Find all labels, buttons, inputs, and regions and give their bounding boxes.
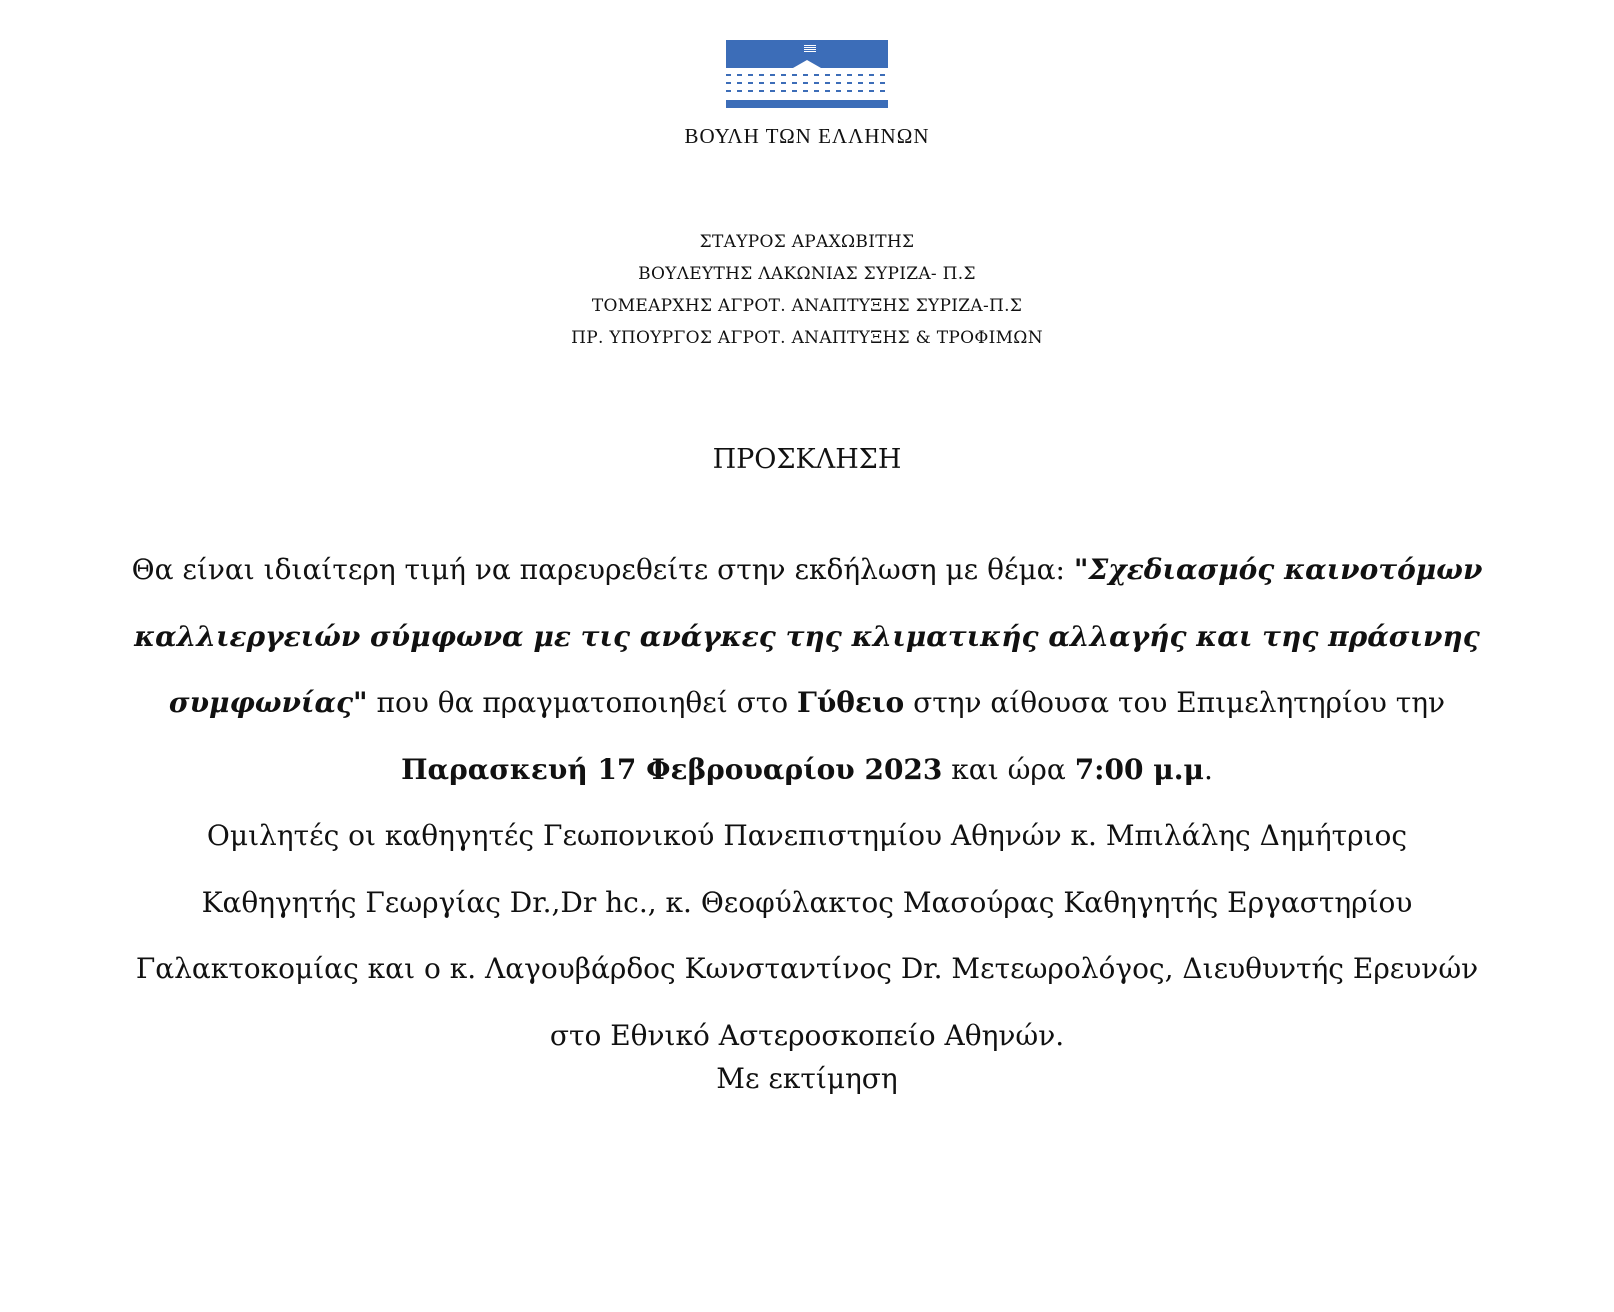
closing: Με εκτίμηση [716, 1061, 898, 1095]
sender-role-1: ΒΟΥΛΕΥΤΗΣ ΛΑΚΩΝΙΑΣ ΣΥΡΙΖΑ- Π.Σ [638, 264, 976, 284]
speakers-line: Καθηγητής Γεωργίας Dr.,Dr hc., κ. Θεοφύλακτος Μασούρας Καθηγητής Εργαστηρίου [201, 885, 1413, 919]
text: . [1203, 752, 1213, 786]
sender-role-3: ΠΡ. ΥΠΟΥΡΓΟΣ ΑΓΡΟΤ. ΑΝΑΠΤΥΞΗΣ & ΤΡΟΦΙΜΩΝ [571, 328, 1043, 348]
body-line [40, 678, 1574, 745]
speakers-line: στο Εθνικό Αστεροσκοπείο Αθηνών. [549, 1018, 1065, 1052]
sender-name: ΣΤΑΥΡΟΣ ΑΡΑΧΩΒΙΤΗΣ [699, 232, 915, 252]
parliament-building-emblem [726, 40, 888, 108]
text: που θα πραγματοποιηθεί στο [367, 686, 797, 719]
sender-role-2: ΤΟΜΕΑΡΧΗΣ ΑΓΡΟΤ. ΑΝΑΠΤΥΞΗΣ ΣΥΡΙΖΑ-Π.Σ [591, 296, 1023, 316]
speakers-line: Ομιλητές οι καθηγητές Γεωπονικού Πανεπιστημίου Αθηνών κ. Μπιλάλης Δημήτριος [206, 819, 1408, 852]
parliament-logo [0, 40, 1614, 149]
text: στην αίθουσα του Επιμελητηρίου την [904, 686, 1446, 719]
document-title: ΠΡΟΣΚΛΗΣΗ [712, 444, 902, 475]
logo-text: ΒΟΥΛΗ ΤΩΝ ΕΛΛΗΝΩΝ [684, 124, 930, 148]
event-topic-cont: καλλιεργειών σύμφωνα με τις ανάγκες της κλιματικής αλλαγής και της πράσινης [134, 619, 1480, 653]
sender-header [0, 226, 1614, 354]
body-line [40, 745, 1574, 812]
greek-flag-icon [804, 44, 816, 52]
invitation-body [40, 545, 1574, 1095]
text: και ώρα [942, 752, 1075, 786]
event-topic-end: συμφωνίας" [168, 686, 368, 719]
event-date: Παρασκευή 17 Φεβρουαρίου 2023 [401, 752, 943, 786]
body-line [40, 545, 1574, 612]
text: Θα είναι ιδιαίτερη τιμή να παρευρεθείτε στην εκδήλωση με θέμα: [131, 553, 1074, 586]
event-location: Γύθειο [796, 686, 905, 719]
event-time: 7:00 μ.μ [1074, 752, 1204, 786]
speakers-line: Γαλακτοκομίας και ο κ. Λαγουβάρδος Κωνσταντίνος Dr. Μετεωρολόγος, Διευθυντής Ερευνών [135, 952, 1479, 985]
event-topic: "Σχεδιασμός καινοτόμων [1073, 553, 1483, 586]
